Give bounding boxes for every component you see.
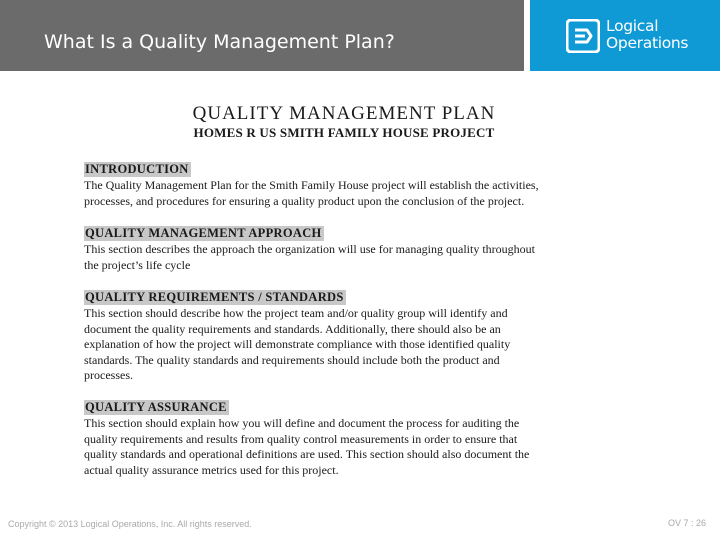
section-heading: QUALITY REQUIREMENTS / STANDARDS [85, 290, 344, 304]
document-title: QUALITY MANAGEMENT PLAN [192, 103, 496, 124]
section-quality-requirements [84, 288, 604, 384]
section-quality-assurance [84, 398, 604, 478]
section-body: The Quality Management Plan for the Smith Family House project will establish the activities, processes, and procedures for ensuring a quality product upon the conclusion of the project. [84, 178, 539, 208]
title-bar [0, 0, 524, 71]
document-subtitle: HOMES R US SMITH FAMILY HOUSE PROJECT [193, 125, 495, 140]
section-heading: INTRODUCTION [85, 162, 189, 176]
logo-line-2: Operations [606, 34, 689, 52]
section-heading: QUALITY ASSURANCE [85, 400, 227, 414]
section-body: This section describes the approach the organization will use for managing quality throughout the project’s life cycle [84, 242, 535, 272]
section-body: This section should explain how you will define and document the process for auditing the quality requirements and results from quality control measurements in order to ensure that quality standards and operational definitions are used. This section should also document the actual quality assurance metrics used for this project. [84, 416, 530, 477]
logo [530, 0, 720, 71]
section-heading: QUALITY MANAGEMENT APPROACH [85, 226, 322, 240]
footer-copyright: Copyright © 2013 Logical Operations, Inc. All rights reserved. [8, 519, 252, 529]
logo-line-1: Logical [606, 17, 659, 35]
logo-text [606, 18, 688, 52]
section-introduction [84, 160, 604, 209]
slide-number: OV 7 : 26 [667, 518, 706, 528]
logo-icon [566, 19, 600, 53]
slide-title: What Is a Quality Management Plan? [44, 31, 395, 53]
section-body: This section should describe how the project team and/or quality group will identify and document the quality requirements and standards. Additionally, there should also be an explanation of how the project will demonstrate compliance with those identified quality standards. The quality standards and requirements should include both the product and processes. [84, 306, 511, 382]
document-image [84, 103, 604, 477]
section-quality-management-approach [84, 224, 604, 273]
